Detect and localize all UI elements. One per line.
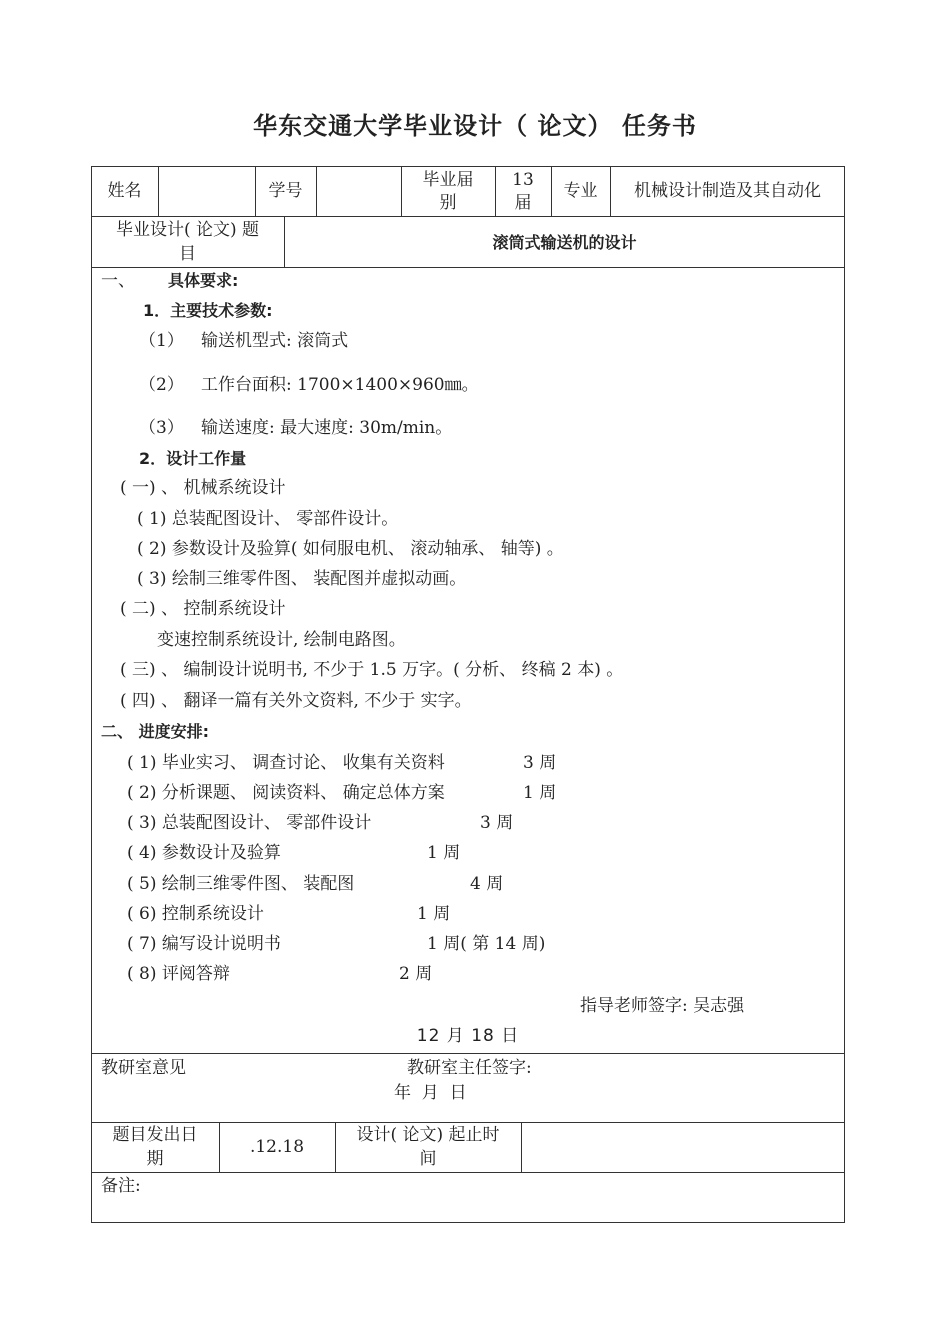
- param-3-text: 输送速度: 最大速度: 30m/min。: [201, 418, 453, 438]
- schedule-task: ( 7) 编写设计说明书: [127, 934, 281, 954]
- row-divider: [91, 1053, 845, 1054]
- row-divider: [91, 1122, 845, 1123]
- issue-date-label-line2: 期: [146, 1149, 164, 1169]
- workload-item-1a: ( 1) 总装配图设计、 零部件设计。: [137, 509, 399, 529]
- schedule-duration: 1 周: [417, 904, 451, 924]
- col-divider: [158, 166, 159, 216]
- schedule-heading: 二、 进度安排:: [101, 722, 209, 741]
- workload-item-3: ( 三) 、 编制设计说明书, 不少于 1.5 万字。( 分析、 终稿 2 本) 。: [120, 660, 624, 680]
- student-id-label: 学号: [268, 181, 303, 201]
- schedule-task: ( 8) 评阅答辩: [127, 964, 230, 984]
- requirements-heading: 具体要求:: [168, 271, 239, 290]
- workload-item-4: ( 四) 、 翻译一篇有关外文资料, 不少于 实字。: [120, 691, 472, 711]
- param-1-number: （1）: [139, 331, 184, 351]
- topic-label-line2: 目: [179, 244, 196, 264]
- schedule-duration: 2 周: [399, 964, 433, 984]
- schedule-task: ( 1) 毕业实习、 调查讨论、 收集有关资料: [127, 753, 445, 773]
- period-label: 设计( 论文) 起止时: [356, 1125, 500, 1145]
- workload-heading: 2．设计工作量: [139, 449, 247, 468]
- schedule-duration: 3 周: [523, 753, 557, 773]
- graduation-year-value-line2: 届: [514, 193, 532, 213]
- graduation-year-label-line2: 别: [439, 193, 457, 213]
- requirements-heading-number: 一、: [101, 271, 135, 291]
- col-divider: [316, 166, 317, 216]
- document-title: 华东交通大学毕业设计（ 论文） 任务书: [253, 112, 697, 140]
- schedule-duration: 1 周: [523, 783, 557, 803]
- param-2-text: 工作台面积: 1700×1400×960㎜。: [201, 375, 479, 395]
- schedule-task: ( 4) 参数设计及验算: [127, 843, 281, 863]
- topic-label: 毕业设计( 论文) 题: [115, 220, 260, 240]
- row-divider: [91, 267, 845, 268]
- office-date: 年 月 日: [394, 1083, 467, 1103]
- schedule-duration: 1 周: [427, 843, 461, 863]
- schedule-duration: 3 周: [480, 813, 514, 833]
- workload-item-1b: ( 2) 参数设计及验算( 如伺服电机、 滚动轴承、 轴等) 。: [137, 539, 564, 559]
- workload-item-1c: ( 3) 绘制三维零件图、 装配图并虚拟动画。: [137, 569, 467, 589]
- issue-date-value: .12.18: [249, 1137, 305, 1157]
- major-value: 机械设计制造及其自动化: [634, 181, 821, 201]
- schedule-task: ( 2) 分析课题、 阅读资料、 确定总体方案: [127, 783, 445, 803]
- remarks-label: 备注:: [101, 1176, 141, 1196]
- schedule-duration: 4 周: [470, 874, 504, 894]
- schedule-task: ( 6) 控制系统设计: [127, 904, 264, 924]
- name-label: 姓名: [107, 181, 142, 201]
- schedule-task: ( 3) 总装配图设计、 零部件设计: [127, 813, 372, 833]
- issue-date-label: 题目发出日: [112, 1125, 198, 1145]
- schedule-duration: 1 周( 第 14 周): [427, 934, 546, 954]
- office-director-signature: 教研室主任签字:: [407, 1058, 532, 1078]
- graduation-year-label: 毕业届: [422, 170, 474, 190]
- signature-date: 12 月 18 日: [416, 1026, 520, 1046]
- workload-item-1: ( 一) 、 机械系统设计: [120, 478, 286, 498]
- major-label: 专业: [563, 181, 598, 201]
- col-divider: [521, 1122, 522, 1172]
- workload-item-2: ( 二) 、 控制系统设计: [120, 599, 286, 619]
- row-divider: [91, 1172, 845, 1173]
- office-opinion-label: 教研室意见: [101, 1058, 186, 1078]
- param-2-number: （2）: [139, 375, 184, 395]
- topic-value: 滚筒式输送机的设计: [492, 233, 637, 252]
- advisor-signature: 指导老师签字: 吴志强: [580, 996, 745, 1016]
- row-divider: [91, 216, 845, 217]
- param-1-text: 输送机型式: 滚筒式: [201, 331, 349, 351]
- param-3-number: （3）: [139, 418, 184, 438]
- graduation-year-value: 13: [512, 170, 534, 190]
- schedule-task: ( 5) 绘制三维零件图、 装配图: [127, 874, 355, 894]
- tech-params-heading: 1．主要技术参数:: [143, 301, 273, 320]
- period-label-line2: 间: [419, 1149, 437, 1169]
- workload-item-2a: 变速控制系统设计, 绘制电路图。: [157, 630, 406, 650]
